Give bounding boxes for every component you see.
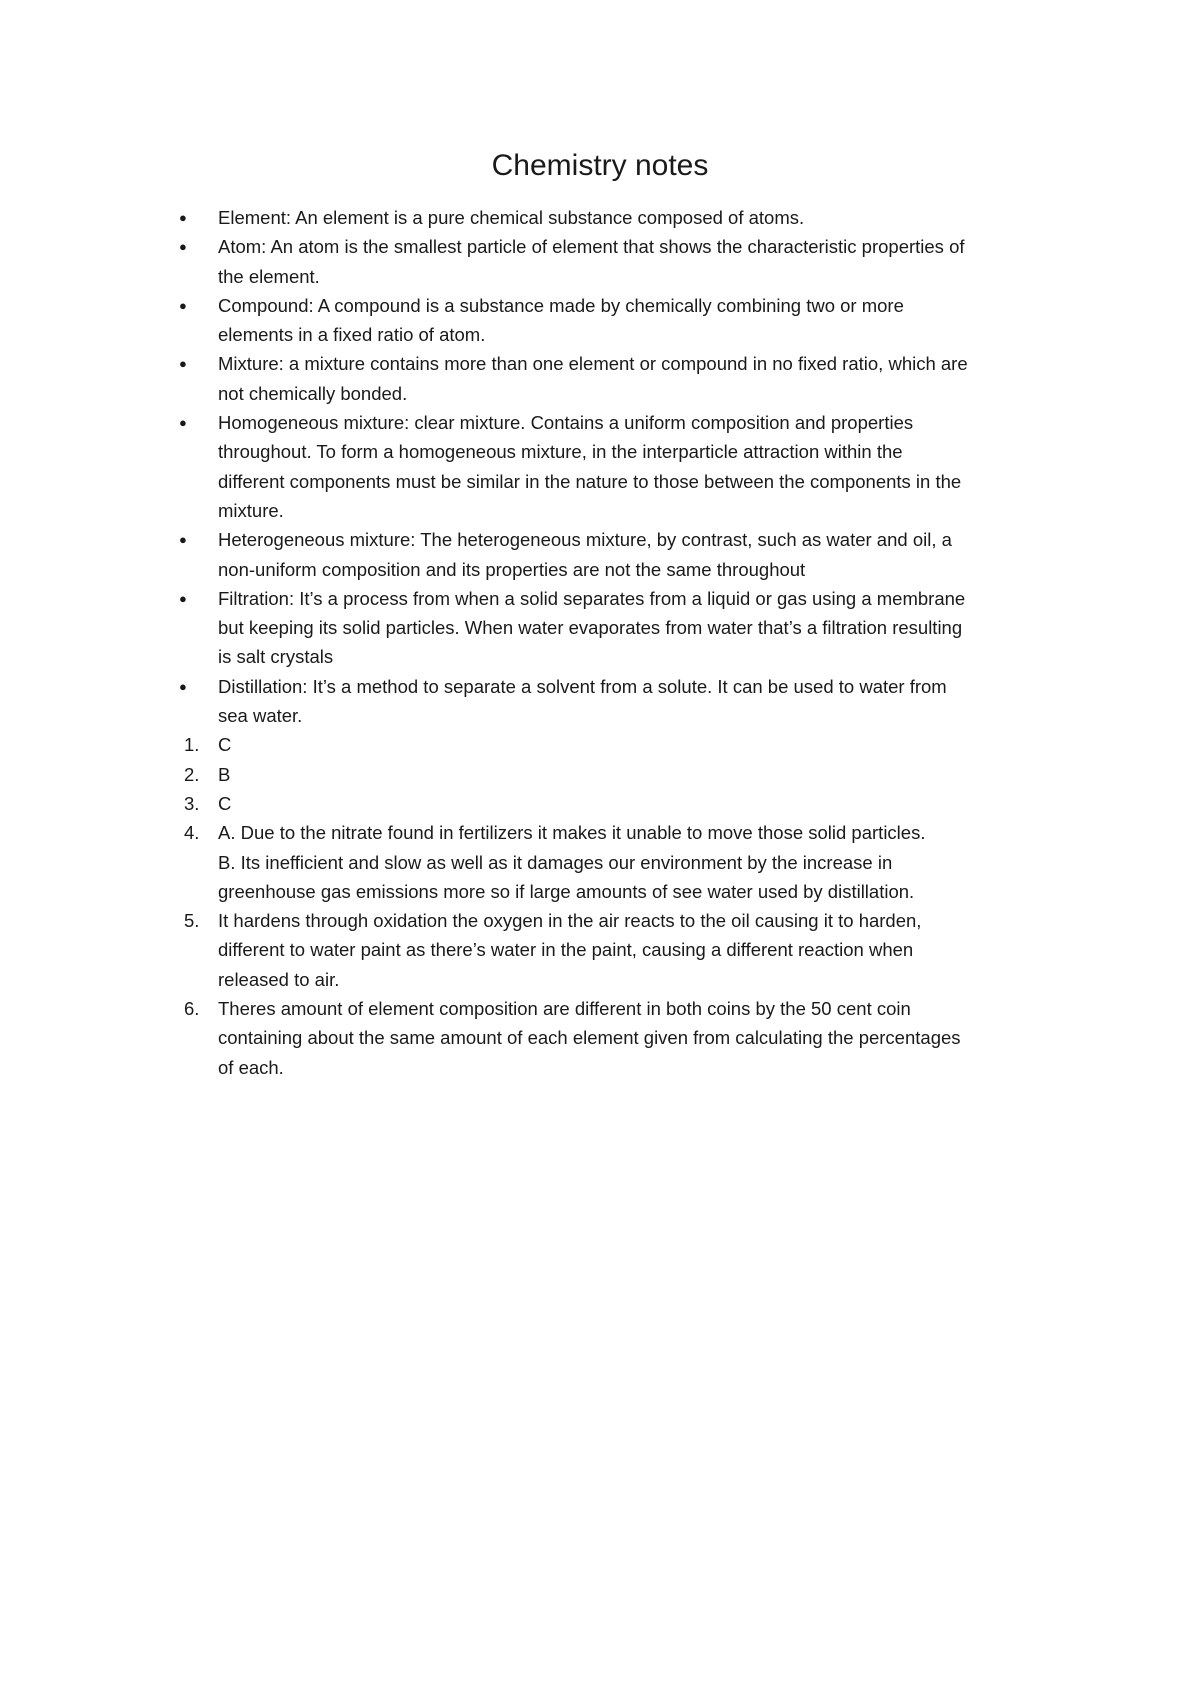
text-line: but keeping its solid particles. When water evaporates from water that’s a filtration resulting xyxy=(218,617,963,639)
page-title: Chemistry notes xyxy=(491,149,709,182)
text-line: elements in a fixed ratio of atom. xyxy=(218,324,486,346)
text-line: the element. xyxy=(218,265,320,287)
text-line: A. Due to the nitrate found in fertilizers it makes it unable to move those solid particles. xyxy=(218,822,926,844)
answer-item xyxy=(176,730,1066,759)
text-line: C xyxy=(218,734,232,756)
bullet-icon: ● xyxy=(179,297,187,313)
text-line: It hardens through oxidation the oxygen in the air reacts to the oil causing it to harden, xyxy=(218,910,922,932)
text-line: Heterogeneous mixture: The heterogeneous mixture, by contrast, such as water and oil, a xyxy=(218,529,952,551)
text-line: C xyxy=(218,792,232,814)
definition-item xyxy=(176,525,1066,584)
definition-item xyxy=(176,408,1066,525)
text-line: Filtration: It’s a process from when a solid separates from a liquid or gas using a membrane xyxy=(218,587,966,609)
answer-item xyxy=(176,818,1066,906)
text-line: mixture. xyxy=(218,499,284,521)
definition-item xyxy=(176,584,1066,672)
document-body xyxy=(176,203,1066,1082)
answer-item xyxy=(176,760,1066,789)
definition-item xyxy=(176,291,1066,350)
definition-item xyxy=(176,672,1066,731)
answers-list xyxy=(176,730,1066,1082)
text-line: not chemically bonded. xyxy=(218,382,408,404)
bullet-icon: ● xyxy=(179,678,187,694)
bullet-icon: ● xyxy=(179,239,187,255)
text-line: throughout. To form a homogeneous mixture, in the interparticle attraction within the xyxy=(218,441,903,463)
text-line: different to water paint as there’s water in the paint, causing a different reaction when xyxy=(218,939,914,961)
text-line: sea water. xyxy=(218,705,303,727)
text-line: of each. xyxy=(218,1056,284,1078)
bullet-icon: ● xyxy=(179,356,187,372)
text-line: Mixture: a mixture contains more than one element or compound in no fixed ratio, which are xyxy=(218,353,968,375)
text-line: released to air. xyxy=(218,968,340,990)
list-number: 5. xyxy=(184,910,200,932)
text-line: Compound: A compound is a substance made by chemically combining two or more xyxy=(218,294,904,316)
answer-item xyxy=(176,994,1066,1082)
list-number: 2. xyxy=(184,763,200,785)
answer-item xyxy=(176,906,1066,994)
text-line: containing about the same amount of each element given from calculating the percentages xyxy=(218,1027,961,1049)
text-line: different components must be similar in the nature to those between the components in the xyxy=(218,470,962,492)
list-number: 1. xyxy=(184,734,200,756)
list-number: 4. xyxy=(184,822,200,844)
bullet-icon: ● xyxy=(179,532,187,548)
text-line: Theres amount of element composition are different in both coins by the 50 cent coin xyxy=(218,998,911,1020)
definition-item xyxy=(176,349,1066,408)
text-line: Element: An element is a pure chemical substance composed of atoms. xyxy=(218,207,805,228)
definition-item xyxy=(176,232,1066,291)
bullet-icon: ● xyxy=(179,590,187,606)
text-line: is salt crystals xyxy=(218,646,334,668)
text-line: B. Its inefficient and slow as well as it damages our environment by the increase in xyxy=(218,851,893,873)
bullet-icon: ● xyxy=(179,210,187,225)
text-line: Distillation: It’s a method to separate a solvent from a solute. It can be used to water from xyxy=(218,675,947,697)
list-number: 3. xyxy=(184,792,200,814)
text-line: Homogeneous mixture: clear mixture. Contains a uniform composition and properties xyxy=(218,412,914,434)
text-line: B xyxy=(218,763,231,785)
text-line: greenhouse gas emissions more so if large amounts of see water used by distillation. xyxy=(218,880,915,902)
bullet-icon: ● xyxy=(179,415,187,431)
text-line: Atom: An atom is the smallest particle of element that shows the characteristic properties of xyxy=(218,236,965,258)
definitions-list xyxy=(176,203,1066,730)
answer-item xyxy=(176,789,1066,818)
list-number: 6. xyxy=(184,998,200,1020)
text-line: non-uniform composition and its properties are not the same throughout xyxy=(218,558,806,580)
definition-item xyxy=(176,203,1066,232)
